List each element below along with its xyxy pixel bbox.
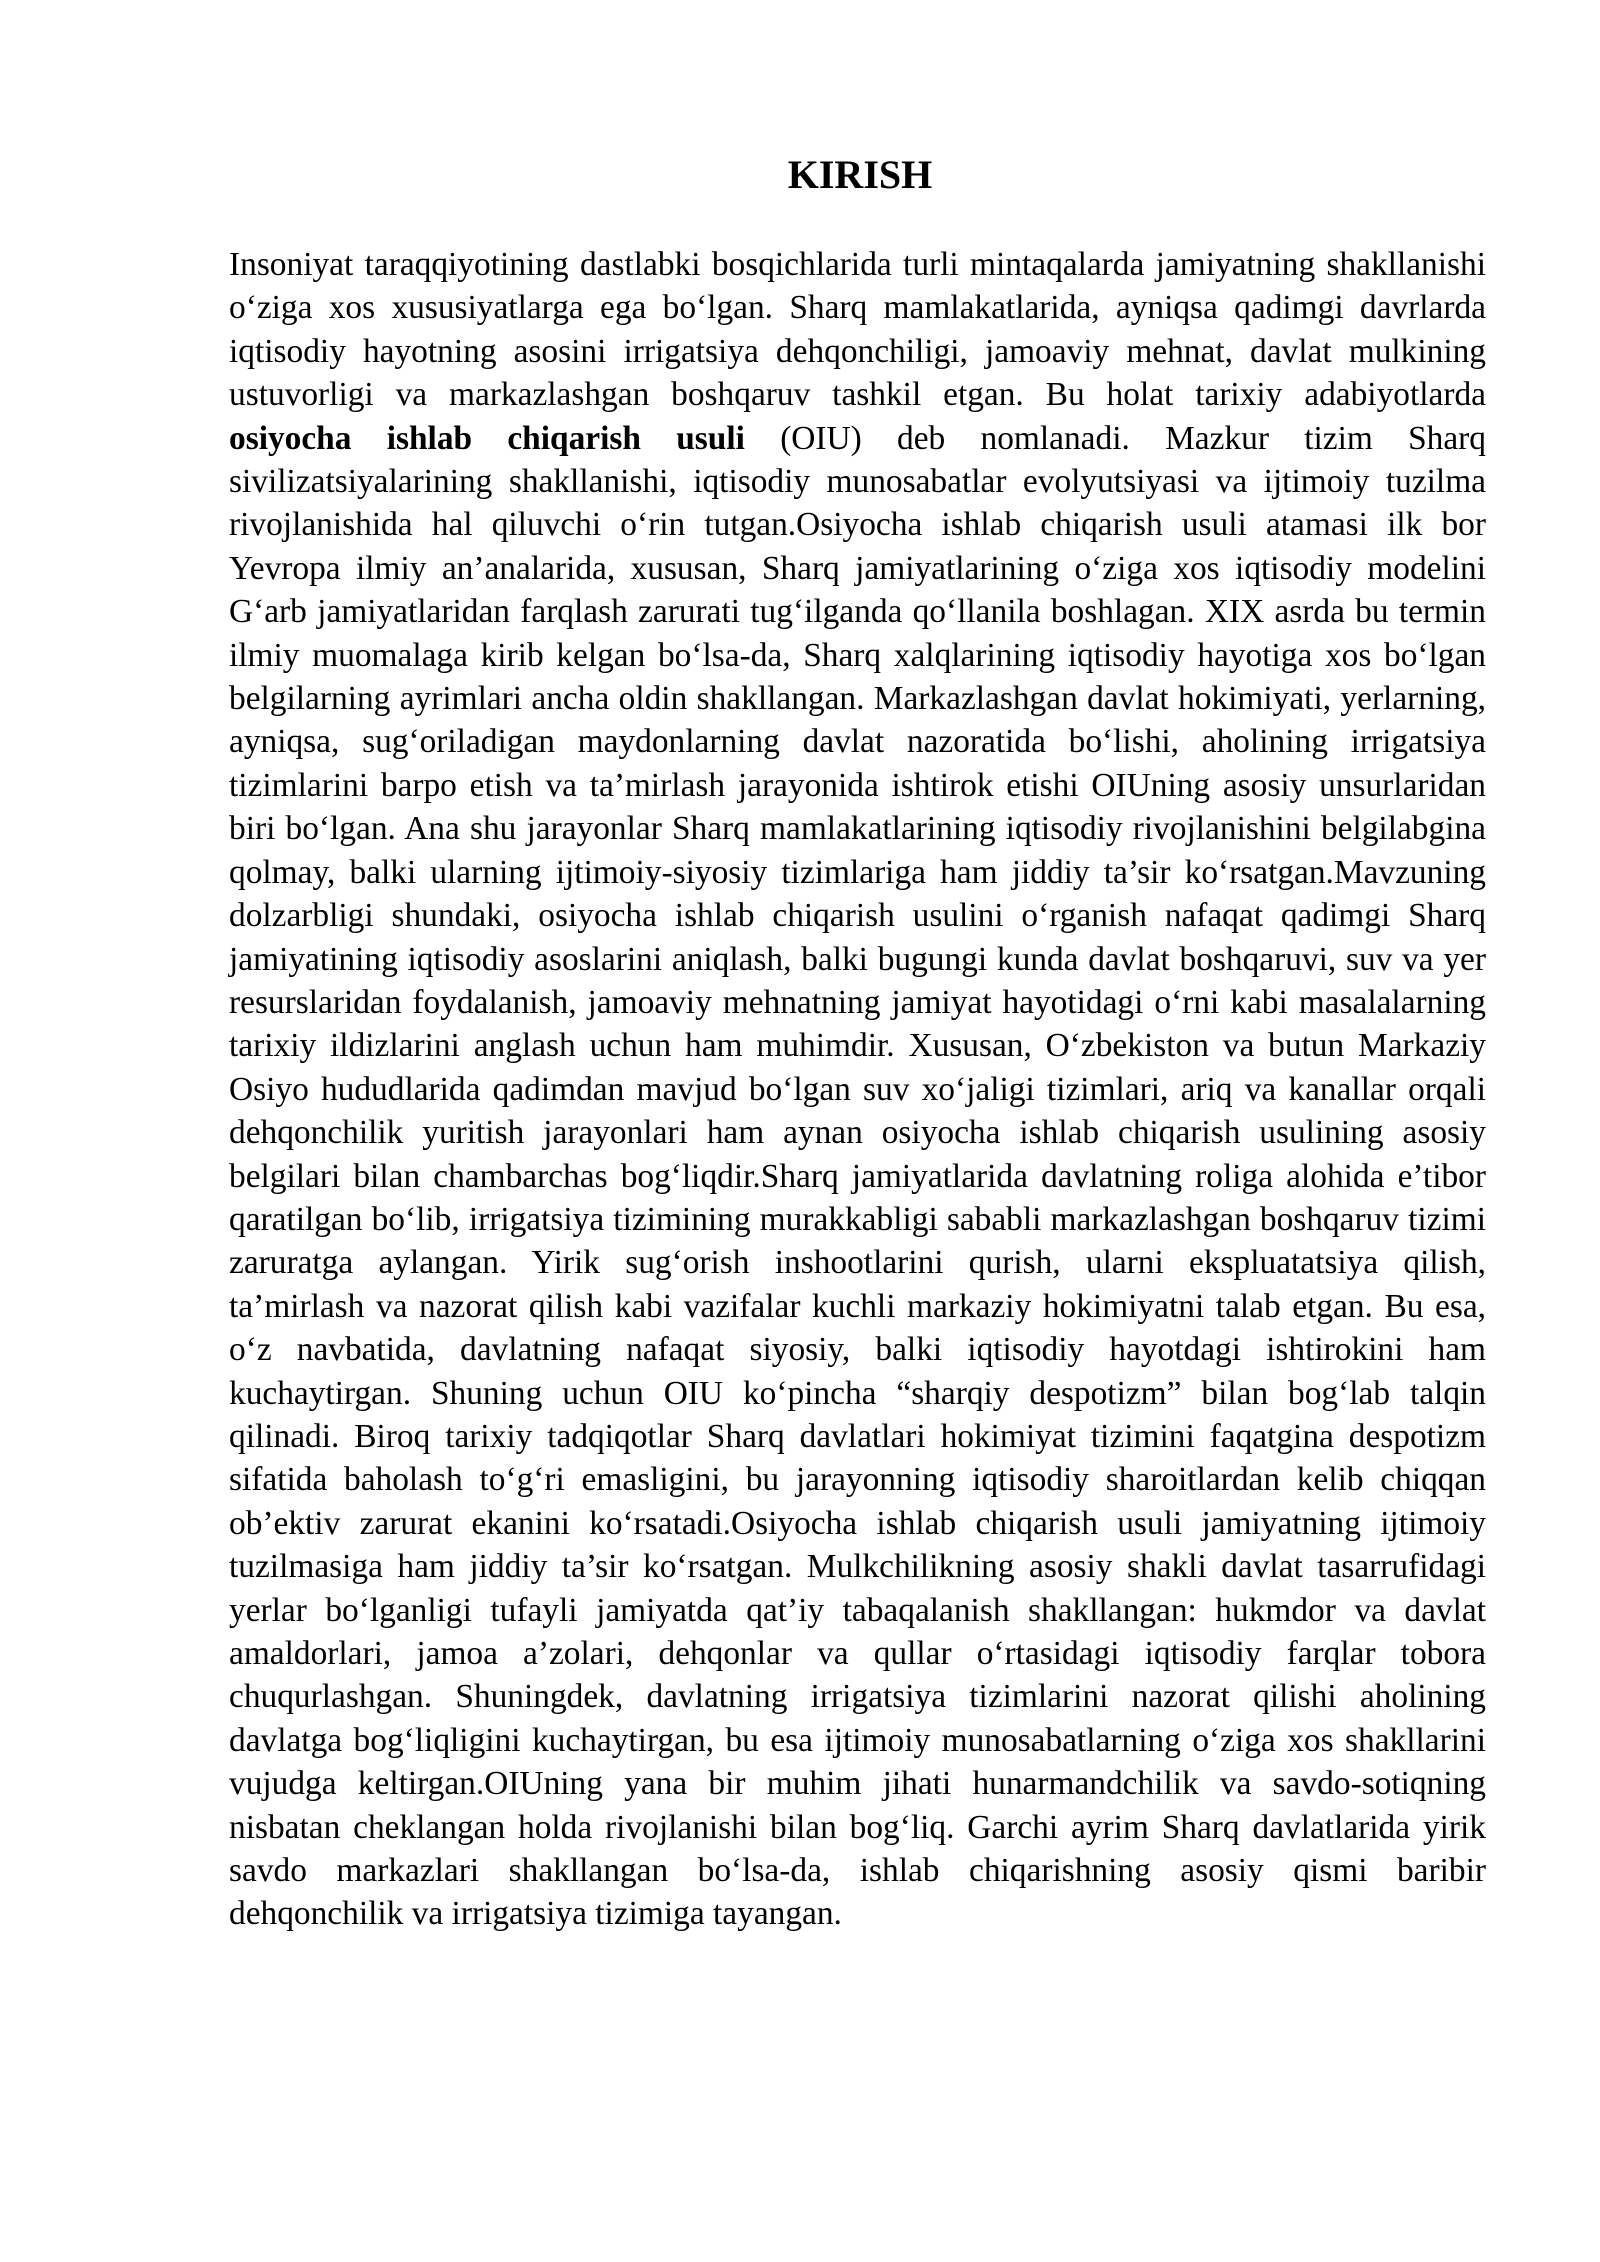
paragraph-text-start: Insoniyat taraqqiyotining dastlabki bosqichlarida turli mintaqalarda jamiyatning shakllanishi o‘ziga xos xususiyatlarga ega bo‘lgan. Sharq mamlakatlarida, ayniqsa qadimgi davrlarda iqtisodiy hayotning asosini irrigatsiya dehqonchiligi, jamoaviy mehnat, davlat mulkining ustuvorligi va markazlashgan boshqaruv tashkil etgan. Bu holat tarixiy adabiyotlarda: [229, 246, 1486, 414]
page-title: KIRISH: [787, 152, 933, 197]
body-paragraph: [229, 243, 1486, 1936]
paragraph-text-rest: (OIU) deb nomlanadi. Mazkur tizim Sharq sivilizatsiyalarining shakllanishi, iqtisodiy munosabatlar evolyutsiyasi va ijtimoiy tuzilma rivojlanishida hal qiluvchi o‘rin tutgan.Osiyocha ishlab chiqarish usuli atamasi ilk bor Yevropa ilmiy an’analarida, xususan, Sharq jamiyatlarining o‘ziga xos iqtisodiy modelini G‘arb jamiyatlaridan farqlash zarurati tug‘ilganda qo‘llanila boshlagan. XIX asrda bu termin ilmiy muomalaga kirib kelgan bo‘lsa-da, Sharq xalqlarining iqtisodiy hayotiga xos bo‘lgan belgilarning ayrimlari ancha oldin shakllangan. Markazlashgan davlat hokimiyati, yerlarning, ayniqsa, sug‘oriladigan maydonlarning davlat nazoratida bo‘lishi, aholining irrigatsiya tizimlarini barpo etish va ta’mirlash jarayonida ishtirok etishi OIUning asosiy unsurlaridan biri bo‘lgan. Ana shu jarayonlar Sharq mamlakatlarining iqtisodiy rivojlanishini belgilabgina qolmay, balki ularning ijtimoiy-siyosiy tizimlariga ham jiddiy ta’sir ko‘rsatgan.Mavzuning dolzarbligi shundaki, osiyocha ishlab chiqarish usulini o‘rganish nafaqat qadimgi Sharq jamiyatining iqtisodiy asoslarini aniqlash, balki bugungi kunda davlat boshqaruvi, suv va yer resurslaridan foydalanish, jamoaviy mehnatning jamiyat hayotidagi o‘rni kabi masalalarning tarixiy ildizlarini anglash uchun ham muhimdir. Xususan, O‘zbekiston va butun Markaziy Osiyo hududlarida qadimdan mavjud bo‘lgan suv xo‘jaligi tizimlari, ariq va kanallar orqali dehqonchilik yuritish jarayonlari ham aynan osiyocha ishlab chiqarish usulining asosiy belgilari bilan chambarchas bog‘liqdir.Sharq jamiyatlarida davlatning roliga alohida e’tibor qaratilgan bo‘lib, irrigatsiya tizimining murakkabligi sababli markazlashgan boshqaruv tizimi zaruratga aylangan. Yirik sug‘orish inshootlarini qurish, ularni ekspluatatsiya qilish, ta’mirlash va nazorat qilish kabi vazifalar kuchli markaziy hokimiyatni talab etgan. Bu esa, o‘z navbatida, davlatning nafaqat siyosiy, balki iqtisodiy hayotdagi ishtirokini ham kuchaytirgan. Shuning uchun OIU ko‘pincha “sharqiy despotizm” bilan bog‘lab talqin qilinadi. Biroq tarixiy tadqiqotlar Sharq davlatlari hokimiyat tizimini faqatgina despotizm sifatida baholash to‘g‘ri emasligini, bu jarayonning iqtisodiy sharoitlardan kelib chiqqan ob’ektiv zarurat ekanini ko‘rsatadi.Osiyocha ishlab chiqarish usuli jamiyatning ijtimoiy tuzilmasiga ham jiddiy ta’sir ko‘rsatgan. Mulkchilikning asosiy shakli davlat tasarrufidagi yerlar bo‘lganligi tufayli jamiyatda qat’iy tabaqalanish shakllangan: hukmdor va davlat amaldorlari, jamoa a’zolari, dehqonlar va qullar o‘rtasidagi iqtisodiy farqlar tobora chuqurlashgan. Shuningdek, davlatning irrigatsiya tizimlarini nazorat qilishi aholining davlatga bog‘liqligini kuchaytirgan, bu esa ijtimoiy munosabatlarning o‘ziga xos shakllarini vujudga keltirgan.OIUning yana bir muhim jihati hunarmandchilik va savdo-sotiqning nisbatan cheklangan holda rivojlanishi bilan bog‘liq. Garchi ayrim Sharq davlatlarida yirik savdo markazlari shakllangan bo‘lsa-da, ishlab chiqarishning asosiy qismi baribir dehqonchilik va irrigatsiya tizimiga tayangan.: [229, 419, 1486, 1933]
bold-term: osiyocha ishlab chiqarish usuli: [229, 419, 745, 457]
